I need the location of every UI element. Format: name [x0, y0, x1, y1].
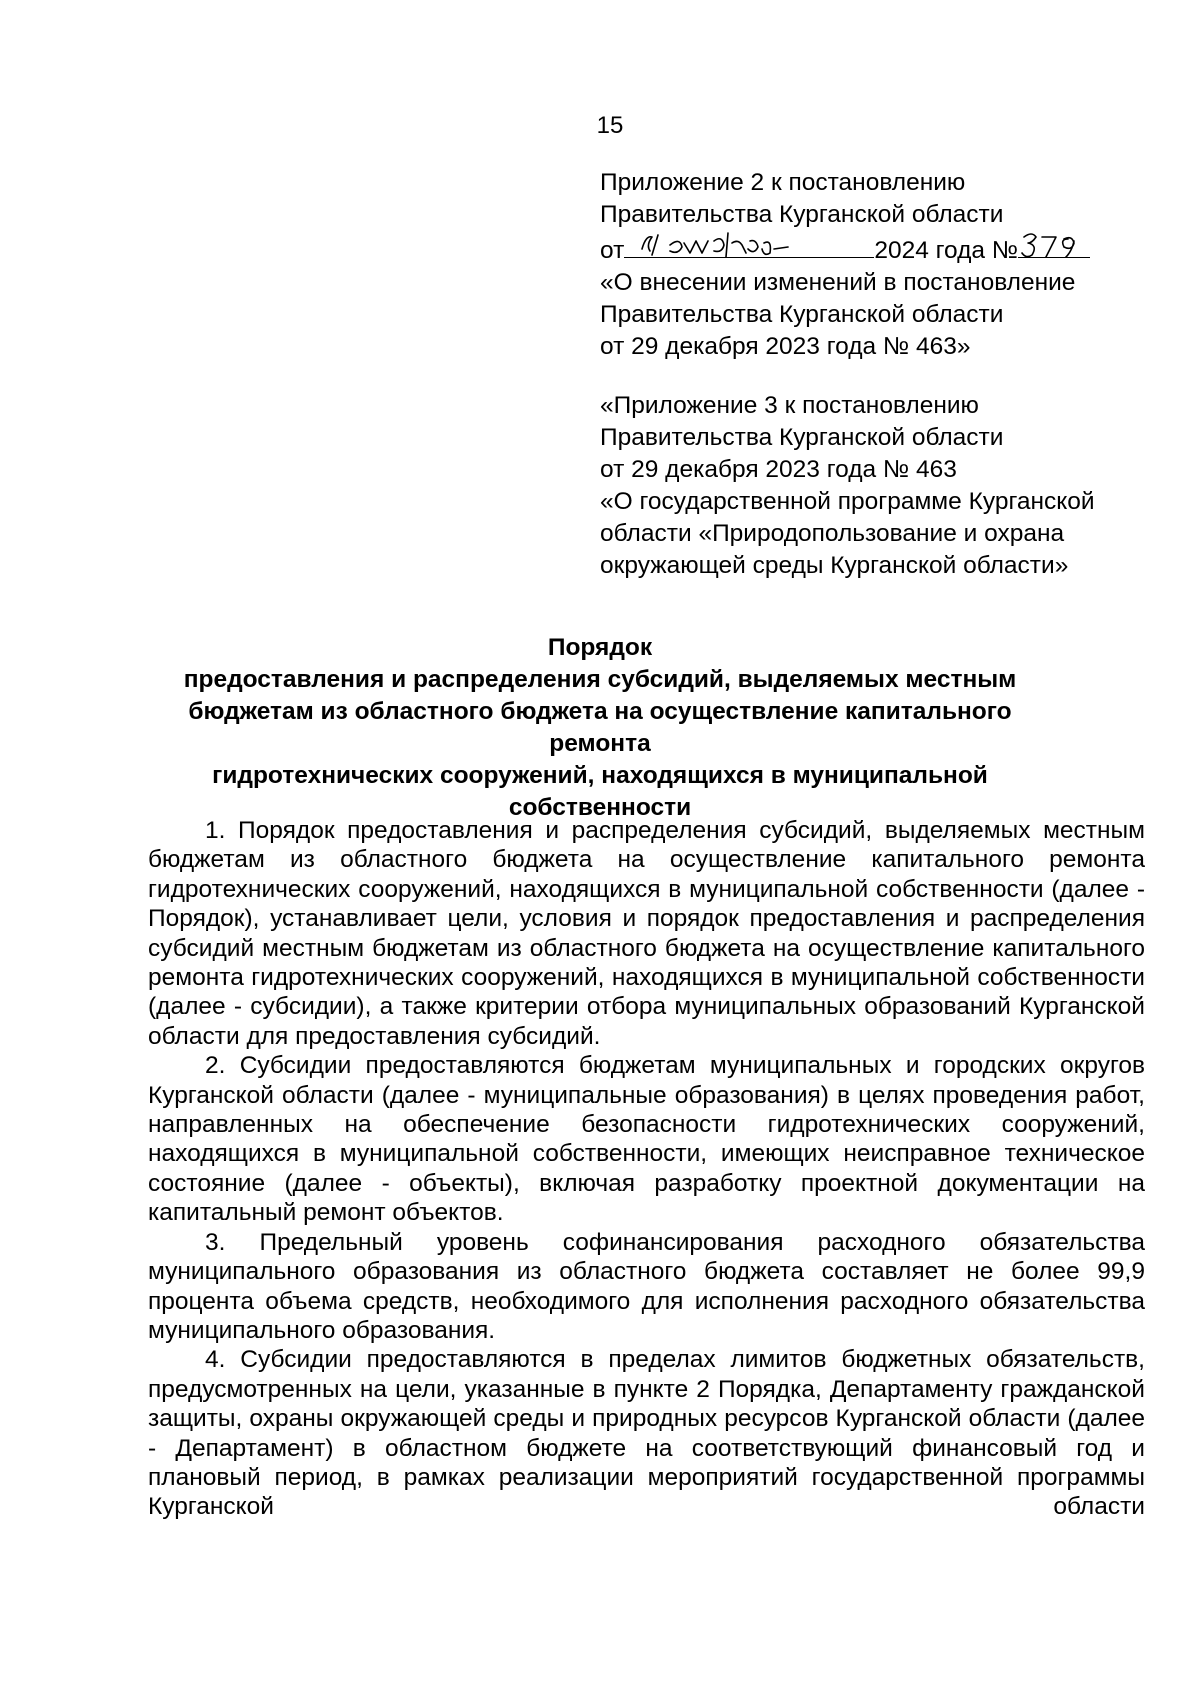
appendix-line: окружающей среды Курганской области» [600, 552, 1069, 579]
appendix-date-line [600, 231, 1160, 267]
appendix-header-current [600, 167, 1160, 363]
title-line: Порядок [547, 634, 653, 661]
appendix-line: Правительства Курганской области [600, 201, 1004, 228]
date-year-label: 2024 года № [874, 237, 1019, 264]
appendix-line: Приложение 2 к постановлению [600, 169, 966, 196]
title-line: собственности [508, 794, 692, 821]
appendix-line: «О внесении изменений в постановление [600, 269, 1076, 296]
document-title [140, 632, 1060, 824]
title-line: бюджетам из областного бюджета на осуществление капитального ремонта [188, 698, 1012, 757]
appendix-line: области «Природопользование и охрана [600, 520, 1065, 547]
paragraph-3: 3. Предельный уровень софинансирования расходного обязательства муниципального образования из областного бюджета составляет не более 99,9 процента объема средств, необходимого для исполнения расходного обязательства муниципального образования. [148, 1228, 1145, 1344]
handwritten-number [1018, 231, 1090, 258]
page-number: 15 [596, 112, 624, 139]
handwritten-date-signature [624, 227, 874, 263]
paragraph-2: 2. Субсидии предоставляются бюджетам муниципальных и городских округов Курганской области (далее - муниципальные образования) в целях проведения работ, направленных на обеспечение безопасности гидротехнических сооружений, находящихся в муниципальной собственности, имеющих неисправное техническое состояние (далее - объекты), включая разработку проектной документации на капитальный ремонт объектов. [148, 1052, 1145, 1227]
appendix-line: «О государственной программе Курганской [600, 488, 1095, 515]
appendix-line: Правительства Курганской области [600, 301, 1004, 328]
handwritten-number-signature [1018, 227, 1090, 263]
paragraph-1: 1. Порядок предоставления и распределения субсидий, выделяемых местным бюджетам из областного бюджета на осуществление капитального ремонта гидротехнических сооружений, находящихся в муниципальной собственности (далее - Порядок), устанавливает цели, условия и порядок предоставления и распределения субсидий местным бюджетам из областного бюджета на осуществление капитального ремонта гидротехнических сооружений, находящихся в муниципальной собственности (далее - субсидии), а также критерии отбора муниципальных образований Курганской области для предоставления субсидий. [148, 817, 1145, 1050]
document-body [148, 816, 1145, 1522]
appendix-line: от 29 декабря 2023 года № 463 [600, 456, 957, 483]
handwritten-date [624, 231, 874, 258]
appendix-line: Правительства Курганской области [600, 424, 1004, 451]
title-line: гидротехнических сооружений, находящихся в муниципальной [212, 762, 988, 789]
appendix-header-original [600, 390, 1160, 582]
title-line: предоставления и распределения субсидий, выделяемых местным [183, 666, 1017, 693]
appendix-line: от 29 декабря 2023 года № 463» [600, 333, 971, 360]
appendix-line: «Приложение 3 к постановлению [600, 392, 979, 419]
paragraph-4: 4. Субсидии предоставляются в пределах лимитов бюджетных обязательств, предусмотренных на цели, указанные в пункте 2 Порядка, Департаменту гражданской защиты, охраны окружающей среды и природных ресурсов Курганской области (далее - Департамент) в областном бюджете на соответствующий финансовый год и плановый период, в рамках реализации мероприятий государственной программы Курганской области [148, 1346, 1145, 1521]
date-prefix: от [600, 237, 625, 264]
